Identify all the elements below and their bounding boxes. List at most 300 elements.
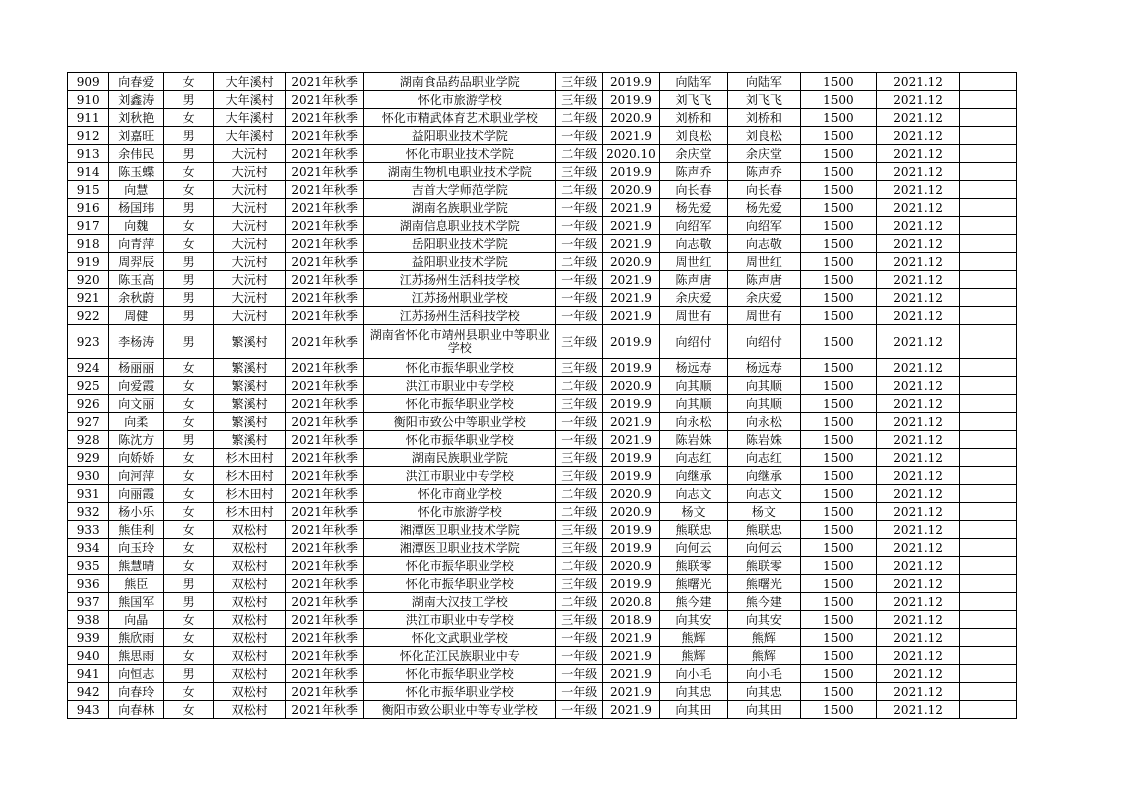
- payee-name-cell: 向其忠: [728, 683, 800, 701]
- payee-name-cell: 熊今建: [728, 593, 800, 611]
- table-row: [68, 431, 1017, 449]
- guardian-name-cell: 刘飞飞: [659, 91, 727, 109]
- semester-cell: 2021年秋季: [286, 665, 364, 683]
- subsidy-amount-cell: 1500: [800, 665, 877, 683]
- grade-cell: 三年级: [556, 449, 603, 467]
- table-row: [68, 647, 1017, 665]
- grade-cell: 三年级: [556, 163, 603, 181]
- enrollment-date-cell: 2019.9: [603, 359, 660, 377]
- semester-cell: 2021年秋季: [286, 647, 364, 665]
- payee-name-cell: 熊联零: [728, 557, 800, 575]
- payee-name-cell: 向长春: [728, 181, 800, 199]
- student-name-cell: 周健: [109, 307, 164, 325]
- grade-cell: 一年级: [556, 127, 603, 145]
- subsidy-amount-cell: 1500: [800, 235, 877, 253]
- school-name-cell: 怀化市旅游学校: [363, 91, 555, 109]
- payee-name-cell: 余庆堂: [728, 145, 800, 163]
- payment-date-cell: 2021.12: [877, 485, 960, 503]
- grade-cell: 二年级: [556, 181, 603, 199]
- payment-date-cell: 2021.12: [877, 665, 960, 683]
- payee-name-cell: 陈声乔: [728, 163, 800, 181]
- table-row: [68, 467, 1017, 485]
- payee-name-cell: 刘良松: [728, 127, 800, 145]
- remarks-cell: [960, 431, 1017, 449]
- payee-name-cell: 刘飞飞: [728, 91, 800, 109]
- row-number-cell: 925: [68, 377, 109, 395]
- student-name-cell: 刘嘉旺: [109, 127, 164, 145]
- student-name-cell: 杨国玮: [109, 199, 164, 217]
- enrollment-date-cell: 2021.9: [603, 701, 660, 719]
- guardian-name-cell: 熊今建: [659, 593, 727, 611]
- row-number-cell: 936: [68, 575, 109, 593]
- table-row: [68, 109, 1017, 127]
- payment-date-cell: 2021.12: [877, 647, 960, 665]
- payee-name-cell: 杨文: [728, 503, 800, 521]
- village-cell: 双松村: [213, 665, 285, 683]
- row-number-cell: 917: [68, 217, 109, 235]
- payee-name-cell: 向陆军: [728, 73, 800, 91]
- table-row: [68, 163, 1017, 181]
- enrollment-date-cell: 2021.9: [603, 683, 660, 701]
- student-name-cell: 陈玉蝶: [109, 163, 164, 181]
- remarks-cell: [960, 91, 1017, 109]
- subsidy-amount-cell: 1500: [800, 611, 877, 629]
- table-row: [68, 395, 1017, 413]
- row-number-cell: 923: [68, 325, 109, 359]
- student-name-cell: 杨小乐: [109, 503, 164, 521]
- subsidy-amount-cell: 1500: [800, 575, 877, 593]
- school-name-cell: 怀化芷江民族职业中专: [363, 647, 555, 665]
- school-name-cell: 湖南食品药品职业学院: [363, 73, 555, 91]
- school-name-cell: 怀化市旅游学校: [363, 503, 555, 521]
- semester-cell: 2021年秋季: [286, 467, 364, 485]
- remarks-cell: [960, 307, 1017, 325]
- guardian-name-cell: 熊辉: [659, 629, 727, 647]
- enrollment-date-cell: 2021.9: [603, 647, 660, 665]
- payment-date-cell: 2021.12: [877, 413, 960, 431]
- subsidy-amount-cell: 1500: [800, 485, 877, 503]
- row-number-cell: 929: [68, 449, 109, 467]
- guardian-name-cell: 熊联忠: [659, 521, 727, 539]
- village-cell: 繁溪村: [213, 359, 285, 377]
- remarks-cell: [960, 289, 1017, 307]
- semester-cell: 2021年秋季: [286, 395, 364, 413]
- payment-date-cell: 2021.12: [877, 575, 960, 593]
- payee-name-cell: 向其田: [728, 701, 800, 719]
- village-cell: 杉木田村: [213, 449, 285, 467]
- guardian-name-cell: 向绍军: [659, 217, 727, 235]
- enrollment-date-cell: 2019.9: [603, 449, 660, 467]
- enrollment-date-cell: 2021.9: [603, 665, 660, 683]
- enrollment-date-cell: 2021.9: [603, 235, 660, 253]
- guardian-name-cell: 陈声乔: [659, 163, 727, 181]
- enrollment-date-cell: 2019.9: [603, 73, 660, 91]
- semester-cell: 2021年秋季: [286, 127, 364, 145]
- gender-cell: 女: [164, 217, 214, 235]
- grade-cell: 二年级: [556, 145, 603, 163]
- remarks-cell: [960, 253, 1017, 271]
- gender-cell: 男: [164, 145, 214, 163]
- village-cell: 大沅村: [213, 307, 285, 325]
- gender-cell: 女: [164, 539, 214, 557]
- grade-cell: 一年级: [556, 629, 603, 647]
- table-row: [68, 217, 1017, 235]
- student-name-cell: 杨丽丽: [109, 359, 164, 377]
- grade-cell: 三年级: [556, 325, 603, 359]
- payee-name-cell: 向志文: [728, 485, 800, 503]
- guardian-name-cell: 向志红: [659, 449, 727, 467]
- payee-name-cell: 向绍付: [728, 325, 800, 359]
- row-number-cell: 909: [68, 73, 109, 91]
- enrollment-date-cell: 2021.9: [603, 127, 660, 145]
- enrollment-date-cell: 2021.9: [603, 289, 660, 307]
- student-name-cell: 向春玲: [109, 683, 164, 701]
- school-name-cell: 怀化市精武体育艺术职业学校: [363, 109, 555, 127]
- remarks-cell: [960, 611, 1017, 629]
- student-name-cell: 向慧: [109, 181, 164, 199]
- guardian-name-cell: 余庆堂: [659, 145, 727, 163]
- payment-date-cell: 2021.12: [877, 359, 960, 377]
- payee-name-cell: 熊联忠: [728, 521, 800, 539]
- subsidy-amount-cell: 1500: [800, 217, 877, 235]
- payment-date-cell: 2021.12: [877, 307, 960, 325]
- village-cell: 双松村: [213, 611, 285, 629]
- enrollment-date-cell: 2019.9: [603, 163, 660, 181]
- grade-cell: 三年级: [556, 467, 603, 485]
- table-row: [68, 629, 1017, 647]
- table-row: [68, 127, 1017, 145]
- gender-cell: 女: [164, 377, 214, 395]
- semester-cell: 2021年秋季: [286, 377, 364, 395]
- payment-date-cell: 2021.12: [877, 145, 960, 163]
- semester-cell: 2021年秋季: [286, 449, 364, 467]
- subsidy-amount-cell: 1500: [800, 629, 877, 647]
- table-row: [68, 449, 1017, 467]
- gender-cell: 女: [164, 395, 214, 413]
- row-number-cell: 939: [68, 629, 109, 647]
- remarks-cell: [960, 485, 1017, 503]
- grade-cell: 二年级: [556, 503, 603, 521]
- payee-name-cell: 向其顺: [728, 395, 800, 413]
- village-cell: 双松村: [213, 629, 285, 647]
- gender-cell: 女: [164, 181, 214, 199]
- table-body: [68, 73, 1017, 719]
- school-name-cell: 怀化市职业技术学院: [363, 145, 555, 163]
- payment-date-cell: 2021.12: [877, 127, 960, 145]
- semester-cell: 2021年秋季: [286, 539, 364, 557]
- village-cell: 繁溪村: [213, 395, 285, 413]
- student-name-cell: 余秋蔚: [109, 289, 164, 307]
- semester-cell: 2021年秋季: [286, 683, 364, 701]
- subsidy-amount-cell: 1500: [800, 163, 877, 181]
- school-name-cell: 湘潭医卫职业技术学院: [363, 539, 555, 557]
- row-number-cell: 920: [68, 271, 109, 289]
- payment-date-cell: 2021.12: [877, 73, 960, 91]
- school-name-cell: 怀化市振华职业学校: [363, 359, 555, 377]
- gender-cell: 女: [164, 485, 214, 503]
- row-number-cell: 942: [68, 683, 109, 701]
- table-row: [68, 359, 1017, 377]
- student-name-cell: 向丽霞: [109, 485, 164, 503]
- guardian-name-cell: 向志文: [659, 485, 727, 503]
- enrollment-date-cell: 2019.9: [603, 395, 660, 413]
- semester-cell: 2021年秋季: [286, 235, 364, 253]
- student-name-cell: 向晶: [109, 611, 164, 629]
- school-name-cell: 湖南生物机电职业技术学院: [363, 163, 555, 181]
- enrollment-date-cell: 2020.9: [603, 485, 660, 503]
- gender-cell: 男: [164, 431, 214, 449]
- table-row: [68, 593, 1017, 611]
- table-row: [68, 181, 1017, 199]
- subsidy-amount-cell: 1500: [800, 449, 877, 467]
- village-cell: 双松村: [213, 557, 285, 575]
- grade-cell: 二年级: [556, 485, 603, 503]
- guardian-name-cell: 向陆军: [659, 73, 727, 91]
- row-number-cell: 933: [68, 521, 109, 539]
- table-row: [68, 307, 1017, 325]
- enrollment-date-cell: 2020.9: [603, 109, 660, 127]
- gender-cell: 男: [164, 253, 214, 271]
- guardian-name-cell: 杨先爱: [659, 199, 727, 217]
- row-number-cell: 916: [68, 199, 109, 217]
- enrollment-date-cell: 2019.9: [603, 325, 660, 359]
- table-row: [68, 271, 1017, 289]
- enrollment-date-cell: 2018.9: [603, 611, 660, 629]
- subsidy-amount-cell: 1500: [800, 73, 877, 91]
- guardian-name-cell: 向其顺: [659, 377, 727, 395]
- row-number-cell: 931: [68, 485, 109, 503]
- subsidy-amount-cell: 1500: [800, 701, 877, 719]
- village-cell: 双松村: [213, 647, 285, 665]
- table-row: [68, 521, 1017, 539]
- school-name-cell: 江苏扬州职业学校: [363, 289, 555, 307]
- row-number-cell: 940: [68, 647, 109, 665]
- row-number-cell: 924: [68, 359, 109, 377]
- remarks-cell: [960, 683, 1017, 701]
- village-cell: 大沅村: [213, 253, 285, 271]
- school-name-cell: 湖南省怀化市靖州县职业中等职业学校: [363, 325, 555, 359]
- payment-date-cell: 2021.12: [877, 163, 960, 181]
- table-row: [68, 503, 1017, 521]
- semester-cell: 2021年秋季: [286, 271, 364, 289]
- remarks-cell: [960, 575, 1017, 593]
- enrollment-date-cell: 2021.9: [603, 431, 660, 449]
- table-row: [68, 413, 1017, 431]
- school-name-cell: 湖南民族职业学院: [363, 449, 555, 467]
- row-number-cell: 921: [68, 289, 109, 307]
- student-name-cell: 陈玉高: [109, 271, 164, 289]
- student-name-cell: 向青萍: [109, 235, 164, 253]
- grade-cell: 一年级: [556, 665, 603, 683]
- gender-cell: 男: [164, 307, 214, 325]
- gender-cell: 男: [164, 271, 214, 289]
- school-name-cell: 怀化市振华职业学校: [363, 431, 555, 449]
- grade-cell: 二年级: [556, 593, 603, 611]
- student-name-cell: 周羿辰: [109, 253, 164, 271]
- gender-cell: 女: [164, 611, 214, 629]
- grade-cell: 二年级: [556, 377, 603, 395]
- student-name-cell: 刘秋艳: [109, 109, 164, 127]
- payment-date-cell: 2021.12: [877, 467, 960, 485]
- guardian-name-cell: 杨文: [659, 503, 727, 521]
- enrollment-date-cell: 2021.9: [603, 199, 660, 217]
- gender-cell: 女: [164, 629, 214, 647]
- remarks-cell: [960, 521, 1017, 539]
- table-row: [68, 289, 1017, 307]
- grade-cell: 三年级: [556, 521, 603, 539]
- remarks-cell: [960, 163, 1017, 181]
- school-name-cell: 衡阳市致公职业中等专业学校: [363, 701, 555, 719]
- remarks-cell: [960, 127, 1017, 145]
- grade-cell: 一年级: [556, 271, 603, 289]
- student-name-cell: 向恒志: [109, 665, 164, 683]
- payment-date-cell: 2021.12: [877, 199, 960, 217]
- grade-cell: 三年级: [556, 359, 603, 377]
- grade-cell: 三年级: [556, 575, 603, 593]
- row-number-cell: 911: [68, 109, 109, 127]
- guardian-name-cell: 向其田: [659, 701, 727, 719]
- school-name-cell: 怀化市商业学校: [363, 485, 555, 503]
- student-name-cell: 熊国军: [109, 593, 164, 611]
- subsidy-amount-cell: 1500: [800, 593, 877, 611]
- subsidy-amount-cell: 1500: [800, 557, 877, 575]
- remarks-cell: [960, 181, 1017, 199]
- payment-date-cell: 2021.12: [877, 395, 960, 413]
- subsidy-amount-cell: 1500: [800, 413, 877, 431]
- remarks-cell: [960, 271, 1017, 289]
- semester-cell: 2021年秋季: [286, 325, 364, 359]
- gender-cell: 男: [164, 91, 214, 109]
- grade-cell: 三年级: [556, 395, 603, 413]
- village-cell: 大沅村: [213, 181, 285, 199]
- enrollment-date-cell: 2021.9: [603, 271, 660, 289]
- school-name-cell: 益阳职业技术学院: [363, 253, 555, 271]
- grade-cell: 一年级: [556, 235, 603, 253]
- semester-cell: 2021年秋季: [286, 181, 364, 199]
- grade-cell: 三年级: [556, 73, 603, 91]
- payment-date-cell: 2021.12: [877, 521, 960, 539]
- gender-cell: 女: [164, 109, 214, 127]
- student-name-cell: 熊臣: [109, 575, 164, 593]
- row-number-cell: 919: [68, 253, 109, 271]
- village-cell: 大年溪村: [213, 73, 285, 91]
- payee-name-cell: 周世有: [728, 307, 800, 325]
- grade-cell: 一年级: [556, 413, 603, 431]
- subsidy-amount-cell: 1500: [800, 307, 877, 325]
- payee-name-cell: 向绍军: [728, 217, 800, 235]
- grade-cell: 一年级: [556, 307, 603, 325]
- remarks-cell: [960, 629, 1017, 647]
- semester-cell: 2021年秋季: [286, 91, 364, 109]
- village-cell: 大沅村: [213, 163, 285, 181]
- gender-cell: 男: [164, 665, 214, 683]
- student-name-cell: 熊思雨: [109, 647, 164, 665]
- semester-cell: 2021年秋季: [286, 217, 364, 235]
- row-number-cell: 926: [68, 395, 109, 413]
- remarks-cell: [960, 647, 1017, 665]
- row-number-cell: 932: [68, 503, 109, 521]
- row-number-cell: 918: [68, 235, 109, 253]
- student-name-cell: 向爱霞: [109, 377, 164, 395]
- semester-cell: 2021年秋季: [286, 611, 364, 629]
- village-cell: 杉木田村: [213, 485, 285, 503]
- row-number-cell: 922: [68, 307, 109, 325]
- table-row: [68, 235, 1017, 253]
- payment-date-cell: 2021.12: [877, 289, 960, 307]
- semester-cell: 2021年秋季: [286, 557, 364, 575]
- semester-cell: 2021年秋季: [286, 485, 364, 503]
- guardian-name-cell: 刘桥和: [659, 109, 727, 127]
- enrollment-date-cell: 2019.9: [603, 539, 660, 557]
- remarks-cell: [960, 449, 1017, 467]
- semester-cell: 2021年秋季: [286, 253, 364, 271]
- subsidy-amount-cell: 1500: [800, 109, 877, 127]
- payee-name-cell: 陈岩姝: [728, 431, 800, 449]
- village-cell: 杉木田村: [213, 503, 285, 521]
- row-number-cell: 912: [68, 127, 109, 145]
- semester-cell: 2021年秋季: [286, 359, 364, 377]
- row-number-cell: 928: [68, 431, 109, 449]
- school-name-cell: 吉首大学师范学院: [363, 181, 555, 199]
- grade-cell: 一年级: [556, 217, 603, 235]
- guardian-name-cell: 刘良松: [659, 127, 727, 145]
- table-row: [68, 199, 1017, 217]
- table-row: [68, 611, 1017, 629]
- subsidy-amount-cell: 1500: [800, 431, 877, 449]
- payee-name-cell: 向志红: [728, 449, 800, 467]
- guardian-name-cell: 向何云: [659, 539, 727, 557]
- row-number-cell: 914: [68, 163, 109, 181]
- row-number-cell: 915: [68, 181, 109, 199]
- subsidy-amount-cell: 1500: [800, 467, 877, 485]
- table-row: [68, 701, 1017, 719]
- student-name-cell: 向春爱: [109, 73, 164, 91]
- gender-cell: 男: [164, 325, 214, 359]
- enrollment-date-cell: 2020.9: [603, 181, 660, 199]
- payee-name-cell: 向永松: [728, 413, 800, 431]
- row-number-cell: 937: [68, 593, 109, 611]
- semester-cell: 2021年秋季: [286, 629, 364, 647]
- enrollment-date-cell: 2020.8: [603, 593, 660, 611]
- semester-cell: 2021年秋季: [286, 575, 364, 593]
- payment-date-cell: 2021.12: [877, 449, 960, 467]
- guardian-name-cell: 熊曙光: [659, 575, 727, 593]
- grade-cell: 一年级: [556, 289, 603, 307]
- gender-cell: 女: [164, 557, 214, 575]
- semester-cell: 2021年秋季: [286, 503, 364, 521]
- guardian-name-cell: 向继承: [659, 467, 727, 485]
- student-name-cell: 熊欣雨: [109, 629, 164, 647]
- school-name-cell: 怀化市振华职业学校: [363, 395, 555, 413]
- gender-cell: 女: [164, 467, 214, 485]
- village-cell: 大沅村: [213, 217, 285, 235]
- payee-name-cell: 杨先爱: [728, 199, 800, 217]
- village-cell: 双松村: [213, 575, 285, 593]
- enrollment-date-cell: 2019.9: [603, 91, 660, 109]
- remarks-cell: [960, 467, 1017, 485]
- subsidy-amount-cell: 1500: [800, 503, 877, 521]
- payee-name-cell: 向其安: [728, 611, 800, 629]
- gender-cell: 男: [164, 199, 214, 217]
- subsidy-roster-table: [67, 72, 1017, 719]
- row-number-cell: 930: [68, 467, 109, 485]
- remarks-cell: [960, 377, 1017, 395]
- school-name-cell: 怀化市振华职业学校: [363, 683, 555, 701]
- village-cell: 繁溪村: [213, 377, 285, 395]
- village-cell: 双松村: [213, 683, 285, 701]
- payment-date-cell: 2021.12: [877, 181, 960, 199]
- student-name-cell: 向娇娇: [109, 449, 164, 467]
